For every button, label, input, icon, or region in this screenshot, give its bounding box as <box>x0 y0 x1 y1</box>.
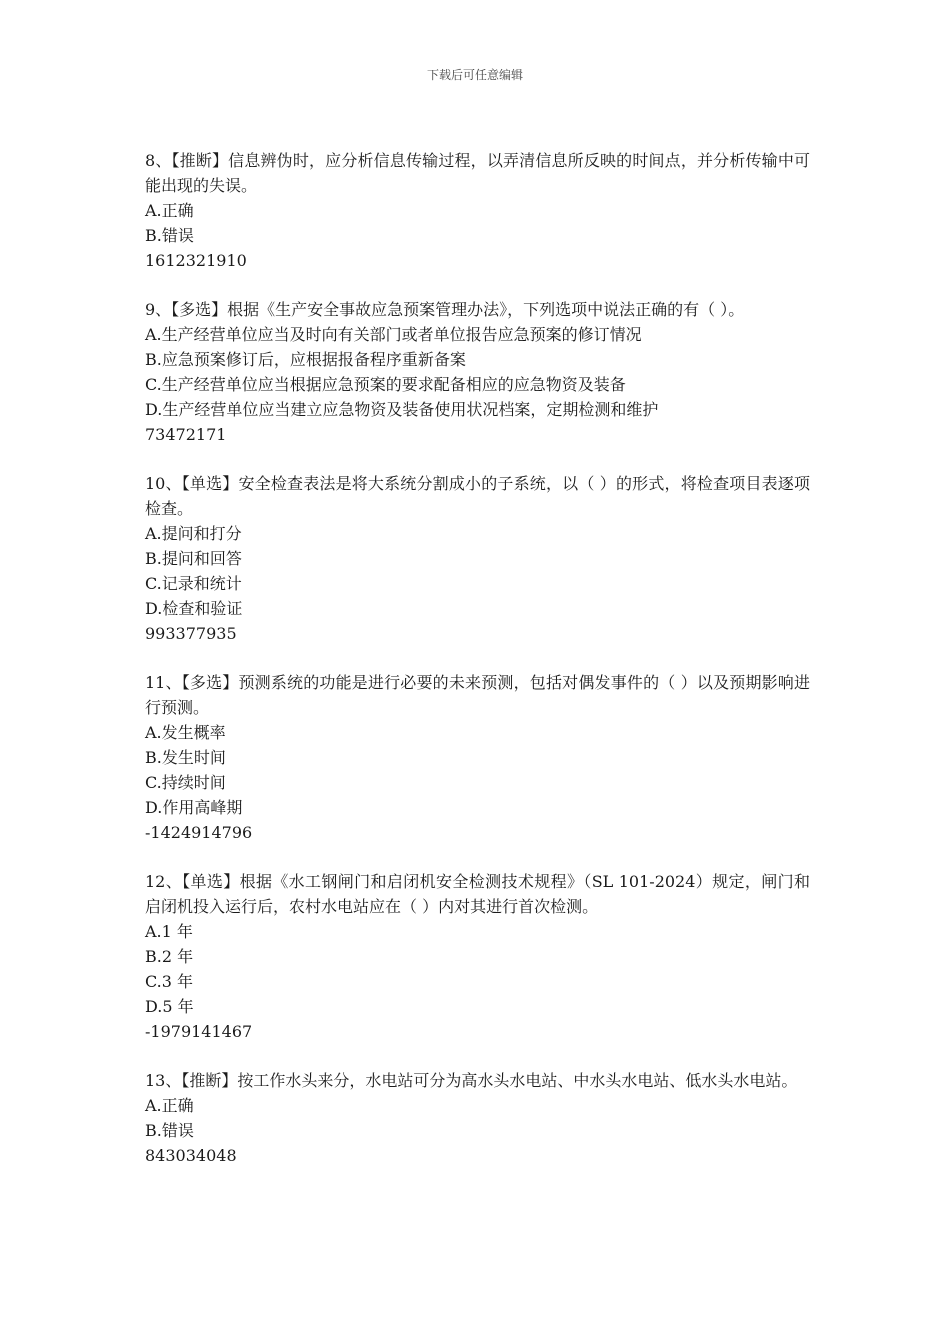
question-13 <box>145 1068 810 1168</box>
page-header: 下载后可任意编辑 <box>426 68 523 82</box>
option-a: A.1 年 <box>145 922 193 941</box>
question-8 <box>145 148 810 273</box>
question-stem: 12、【单选】根据《水工钢闸门和启闭机安全检测技术规程》（SL 101-2024）规定，闸门和启闭机投入运行后，农村水电站应在（ ）内对其进行首次检测。 <box>145 872 810 916</box>
question-9 <box>145 297 810 447</box>
option-b: B.提问和回答 <box>145 549 242 568</box>
question-code: 73472171 <box>145 425 227 444</box>
option-d: D.作用高峰期 <box>145 798 243 817</box>
option-a: A.正确 <box>145 1096 194 1115</box>
option-c: C.记录和统计 <box>145 574 242 593</box>
option-d: D.检查和验证 <box>145 599 243 618</box>
question-stem: 8、【推断】信息辨伪时，应分析信息传输过程，以弄清信息所反映的时间点，并分析传输中可能出现的失误。 <box>145 151 810 195</box>
question-code: 993377935 <box>145 624 237 643</box>
option-b: B.错误 <box>145 1121 194 1140</box>
option-a: A.发生概率 <box>145 723 226 742</box>
option-b: B.发生时间 <box>145 748 226 767</box>
option-a: A.提问和打分 <box>145 524 242 543</box>
option-b: B.2 年 <box>145 947 194 966</box>
option-d: D.5 年 <box>145 997 194 1016</box>
question-code: -1979141467 <box>145 1022 253 1041</box>
option-c: C.生产经营单位应当根据应急预案的要求配备相应的应急物资及装备 <box>145 375 626 394</box>
question-code: 843034048 <box>145 1146 237 1165</box>
question-list <box>145 148 810 1192</box>
option-b: B.应急预案修订后，应根据报备程序重新备案 <box>145 350 466 369</box>
question-11 <box>145 670 810 845</box>
option-b: B.错误 <box>145 226 194 245</box>
question-stem: 13、【推断】按工作水头来分，水电站可分为高水头水电站、中水头水电站、低水头水电站。 <box>145 1071 798 1090</box>
question-stem: 11、【多选】预测系统的功能是进行必要的未来预测，包括对偶发事件的（ ）以及预期影响进行预测。 <box>145 673 810 717</box>
option-c: C.3 年 <box>145 972 194 991</box>
option-c: C.持续时间 <box>145 773 226 792</box>
option-d: D.生产经营单位应当建立应急物资及装备使用状况档案，定期检测和维护 <box>145 400 659 419</box>
question-12 <box>145 869 810 1044</box>
option-a: A.正确 <box>145 201 194 220</box>
question-stem: 10、【单选】安全检查表法是将大系统分割成小的子系统，以（ ）的形式，将检查项目表逐项检查。 <box>145 474 810 518</box>
question-10 <box>145 471 810 646</box>
question-code: 1612321910 <box>145 251 247 270</box>
question-stem: 9、【多选】根据《生产安全事故应急预案管理办法》，下列选项中说法正确的有（ ）。 <box>145 300 745 319</box>
option-a: A.生产经营单位应当及时向有关部门或者单位报告应急预案的修订情况 <box>145 325 642 344</box>
question-code: -1424914796 <box>145 823 253 842</box>
